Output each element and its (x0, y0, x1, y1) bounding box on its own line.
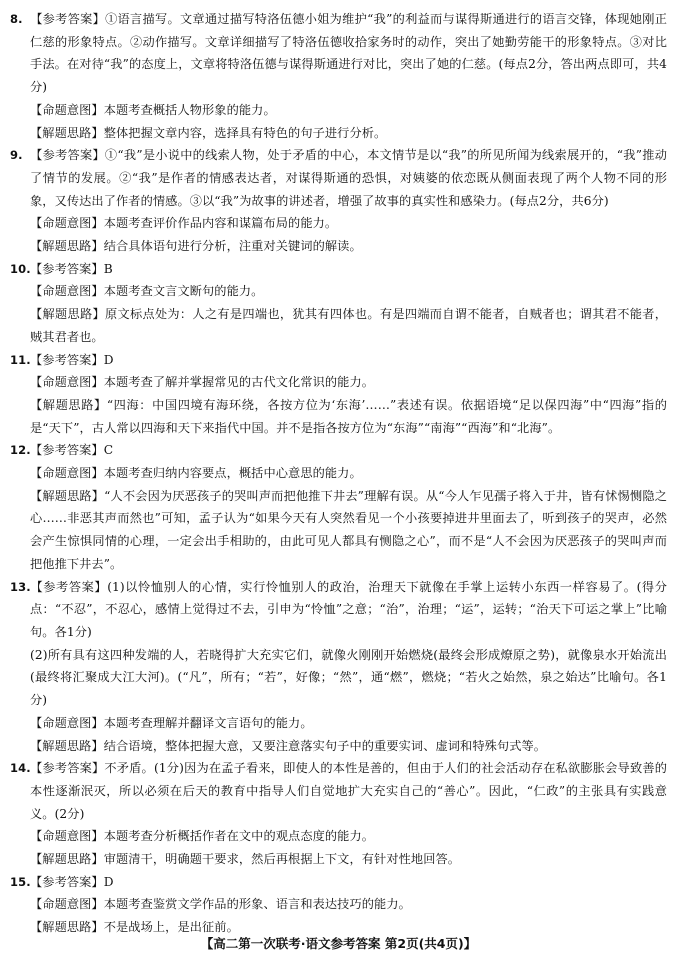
q14-number: 14. (10, 761, 31, 776)
q11-approach: 【解题思路】“四海：中国四境有海环绕，各按方位为‘东海’……”表述有误。依据语境“足以保四海”中“四海”指的是“天下”，古人常以四海和天下来指代中国。并不是指各按方位为“东海”“南海”“西海”和“北海”。 (30, 397, 667, 435)
question-14 (10, 757, 667, 871)
q11-number: 11. (10, 352, 31, 367)
q9-approach: 【解题思路】结合具体语句进行分析，注重对关键词的解读。 (30, 239, 362, 254)
q15-approach: 【解题思路】不是战场上，是出征前。 (30, 920, 239, 935)
q11-answer: 11.【参考答案】D (30, 349, 667, 372)
q14-approach: 【解题思路】审题清干，明确题干要求，然后再根据上下文，有针对性地回答。 (30, 852, 461, 867)
page-footer: 【高二第一次联考·语文参考答案 第2页(共4页)】 (200, 936, 477, 951)
q11-intent: 【命题意图】本题考查了解并掌握常见的古代文化常识的能力。 (30, 375, 375, 390)
q12-approach: 【解题思路】“人不会因为厌恶孩子的哭叫声而把他推下井去”理解有误。从“今人乍见孺子将入于井，皆有怵惕恻隐之心……非恶其声而然也”可知，孟子认为“如果今天有人突然看见一个小孩要掉进井里面去了，听到孩子的哭声，必然会产生惊惧同情的心理，一定会出手相助的，由此可见人都具有恻隐之心”，而不是“人不会因为厌恶孩子的哭叫声而把他推下井去”。 (30, 488, 667, 571)
q9-answer: 9. 【参考答案】①“我”是小说中的线索人物，处于矛盾的中心，本文情节是以“我”的所见所闻为线索展开的，“我”推动了情节的发展。②“我”是作者的情感表达者，对谋得斯通的恐惧，对姨婆的依恋既从侧面表现了两个人物不同的形象，又传达出了作者的情感。③以“我”为故事的讲述者，增强了故事的真实性和感染力。(每点2分，共6分) (30, 144, 667, 212)
q8-number: 8. (10, 12, 23, 26)
q14-intent: 【命题意图】本题考查分析概括作者在文中的观点态度的能力。 (30, 829, 375, 844)
question-13 (10, 576, 667, 758)
q8-intent: 【命题意图】本题考查概括人物形象的能力。 (30, 102, 276, 117)
question-11 (10, 349, 667, 440)
q12-intent: 【命题意图】本题考查归纳内容要点，概括中心意思的能力。 (30, 466, 362, 481)
question-8 (10, 8, 667, 144)
q15-answer: 15.【参考答案】D (30, 871, 667, 894)
question-15 (10, 871, 667, 939)
q15-number: 15. (10, 874, 31, 889)
question-10 (10, 258, 667, 349)
q12-answer: 12.【参考答案】C (30, 439, 667, 462)
q13-number: 13. (10, 579, 31, 594)
q13-answer-2: (2)所有具有这四种发端的人，若晓得扩大充实它们，就像火刚刚开始燃烧(最终会形成燎原之势)，就像泉水开始流出(最终将汇聚成大江大河)。(“凡”，所有；“若”，好像；“然”，通“燃”，燃烧；“若火之始然，泉之始达”比喻句。各1分) (30, 647, 667, 708)
q10-number: 10. (10, 261, 31, 276)
q8-answer: 8. 【参考答案】①语言描写。文章通过描写特洛伍德小姐为维护“我”的利益而与谋得斯通进行的语言交锋，体现她刚正仁慈的形象特点。②动作描写。文章详细描写了特洛伍德收拾家务时的动作，突出了她勤劳能干的形象特点。③对比手法。在对待“我”的态度上，文章将特洛伍德与谋得斯通进行对比，突出了她的仁慈。(每点2分，答出两点即可，共4分) (30, 8, 667, 99)
q9-intent: 【命题意图】本题考查评价作品内容和谋篇布局的能力。 (30, 216, 338, 231)
q13-answer-1: 13.【参考答案】(1)以怜恤别人的心情，实行怜恤别人的政治，治理天下就像在手掌上运转小东西一样容易了。(得分点：“不忍”，不忍心，感情上觉得过不去，引申为“怜恤”之意；“治”，治理；“运”，运转；“治天下可运之掌上”比喻句。各1分) (30, 576, 667, 644)
q10-intent: 【命题意图】本题考查文言文断句的能力。 (30, 284, 264, 299)
question-9 (10, 144, 667, 258)
q13-approach: 【解题思路】结合语境，整体把握大意，又要注意落实句子中的重要实词、虚词和特殊句式等。 (30, 738, 547, 753)
q14-answer: 14.【参考答案】不矛盾。(1分)因为在孟子看来，即使人的本性是善的，但由于人们的社会活动存在私欲膨胀会导致善的本性逐渐泯灭，所以必须在后天的教育中指导人们自觉地扩大充实自己的“善心”。因此，“仁政”的主张具有实践意义。(2分) (30, 757, 667, 825)
q10-answer: 10.【参考答案】B (30, 258, 667, 281)
q15-intent: 【命题意图】本题考查鉴赏文学作品的形象、语言和表达技巧的能力。 (30, 897, 411, 912)
q9-number: 9. (10, 148, 23, 163)
q12-number: 12. (10, 443, 31, 458)
question-12 (10, 439, 667, 575)
q13-intent: 【命题意图】本题考查理解并翻译文言语句的能力。 (30, 715, 313, 730)
q10-approach: 【解题思路】原文标点处为：人之有是四端也，犹其有四体也。有是四端而自谓不能者，自贼者也；谓其君不能者，贼其君者也。 (30, 307, 667, 344)
q8-approach: 【解题思路】整体把握文章内容，选择具有特色的句子进行分析。 (30, 125, 387, 140)
